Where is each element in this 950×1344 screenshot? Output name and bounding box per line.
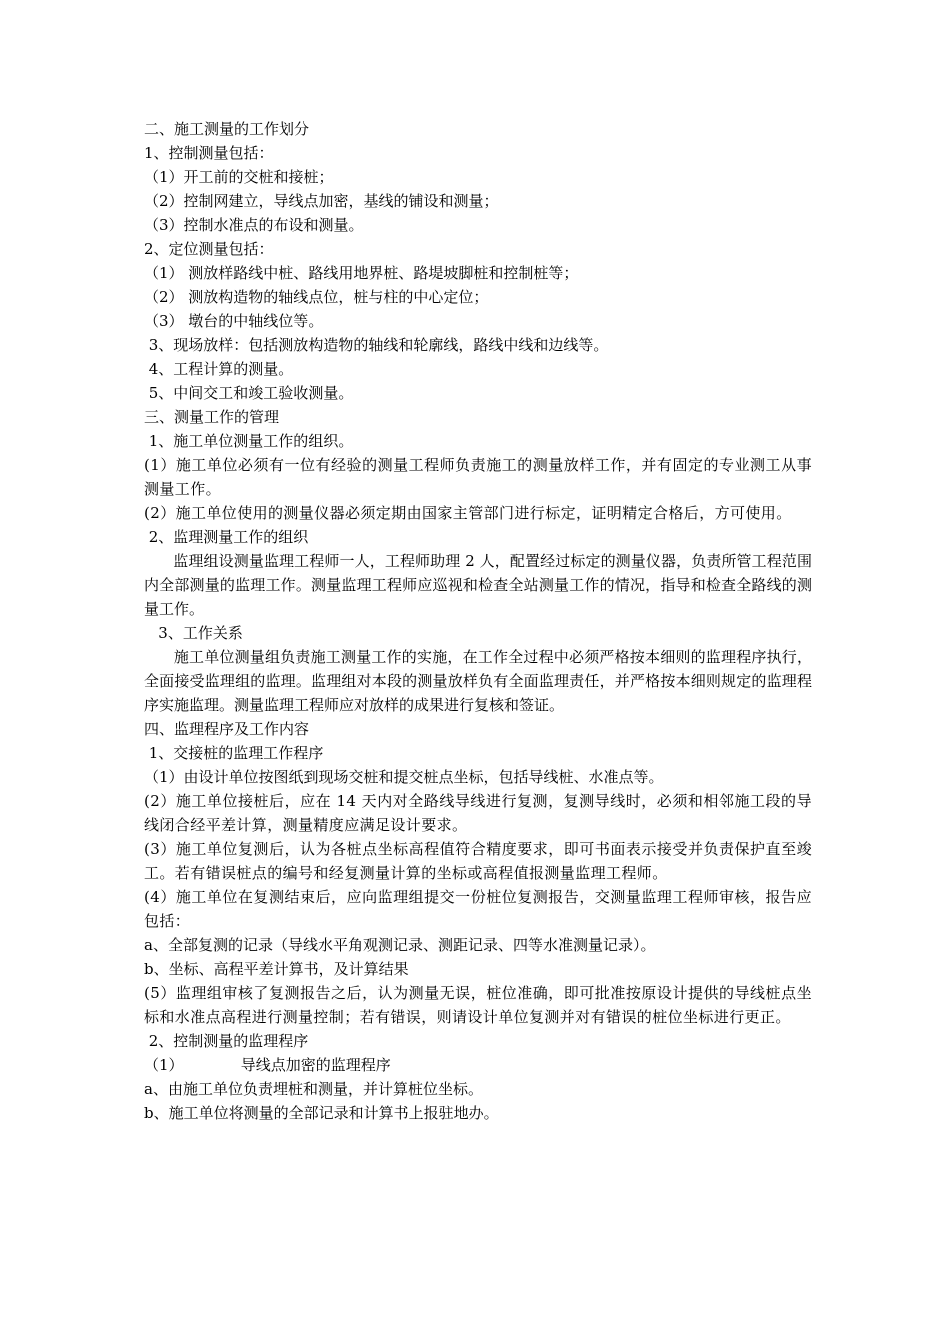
list-item: b、施工单位将测量的全部记录和计算书上报驻地办。 — [144, 1104, 499, 1122]
subsection-heading: 2、控制测量的监理程序 — [144, 1032, 309, 1050]
section-heading: 二、施工测量的工作划分 — [144, 120, 310, 138]
section-heading: 三、测量工作的管理 — [144, 408, 280, 426]
subsection-heading: 3、工作关系 — [144, 624, 243, 642]
list-item: （1） 导线点加密的监理程序 — [144, 1056, 391, 1074]
subsection-heading: 5、中间交工和竣工验收测量。 — [144, 384, 354, 402]
list-item: （2） 测放构造物的轴线点位，桩与柱的中心定位； — [144, 288, 489, 306]
list-item: a、全部复测的记录（导线水平角观测记录、测距记录、四等水准测量记录）。 — [144, 936, 656, 954]
document-body — [144, 117, 812, 1125]
list-item: a、由施工单位负责埋桩和测量，并计算桩位坐标。 — [144, 1080, 483, 1098]
paragraph: 施工单位测量组负责施工测量工作的实施，在工作全过程中必须严格按本细则的监理程序执行，全面接受监理组的监理。监理组对本段的测量放样负有全面监理责任，并严格按本细则规定的监理程序实施监理。测量监理工程师应对放样的成果进行复核和签证。 — [144, 648, 812, 714]
subsection-heading: 2、定位测量包括： — [144, 240, 274, 258]
subsection-heading: 1、交接桩的监理工作程序 — [144, 744, 324, 762]
list-item: （2）控制网建立，导线点加密，基线的铺设和测量； — [144, 192, 499, 210]
list-item: （1）开工前的交桩和接桩； — [144, 168, 334, 186]
section-heading: 四、监理程序及工作内容 — [144, 720, 310, 738]
subsection-heading: 4、工程计算的测量。 — [144, 360, 294, 378]
subsection-heading: 3、现场放样：包括测放构造物的轴线和轮廓线，路线中线和边线等。 — [144, 336, 609, 354]
subsection-heading: 1、施工单位测量工作的组织。 — [144, 432, 354, 450]
paragraph: 监理组设测量监理工程师一人，工程师助理 2 人，配置经过标定的测量仪器，负责所管工程范围内全部测量的监理工作。测量监理工程师应巡视和检查全站测量工作的情况，指导和检查全路线的测量工作。 — [144, 552, 812, 618]
paragraph: (5）监理组审核了复测报告之后，认为测量无误，桩位准确，即可批准按原设计提供的导线桩点坐标和水准点高程进行测量控制；若有错误，则请设计单位复测并对有错误的桩位坐标进行更正。 — [144, 984, 812, 1026]
subsection-heading: 2、监理测量工作的组织 — [144, 528, 309, 546]
subsection-heading: 1、控制测量包括： — [144, 144, 274, 162]
paragraph: (4）施工单位在复测结束后，应向监理组提交一份桩位复测报告，交测量监理工程师审核，报告应包括： — [144, 888, 812, 930]
paragraph: (3）施工单位复测后，认为各桩点坐标高程值符合精度要求，即可书面表示接受并负责保护直至竣工。若有错误桩点的编号和经复测量计算的坐标或高程值报测量监理工程师。 — [144, 840, 812, 882]
paragraph: (2）施工单位接桩后，应在 14 天内对全路线导线进行复测，复测导线时，必须和相邻施工段的导线闭合经平差计算，测量精度应满足设计要求。 — [144, 792, 812, 834]
list-item: （3） 墩台的中轴线位等。 — [144, 312, 324, 330]
paragraph: (2）施工单位使用的测量仪器必须定期由国家主管部门进行标定，证明精定合格后，方可使用。 — [144, 504, 792, 522]
list-item: b、坐标、高程平差计算书，及计算结果 — [144, 960, 409, 978]
list-item: （1）由设计单位按图纸到现场交桩和提交桩点坐标，包括导线桩、水准点等。 — [144, 768, 664, 786]
list-item: （3）控制水准点的布设和测量。 — [144, 216, 364, 234]
list-item: （1） 测放样路线中桩、路线用地界桩、路堤坡脚桩和控制桩等； — [144, 264, 579, 282]
paragraph: (1）施工单位必须有一位有经验的测量工程师负责施工的测量放样工作，并有固定的专业测工从事测量工作。 — [144, 456, 812, 498]
